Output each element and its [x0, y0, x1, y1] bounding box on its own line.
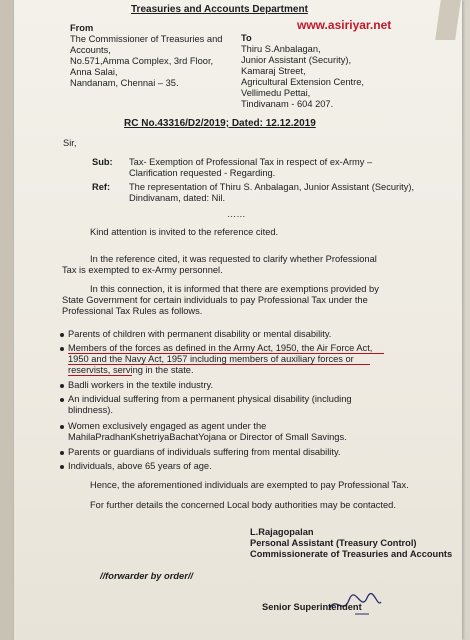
- to-line: Tindivanam - 604 207.: [241, 99, 334, 109]
- paragraph-2-line: In the reference cited, it was requested to clarify whether Professional: [90, 254, 377, 264]
- list-item: MahilaPradhanKshetriyaBachatYojana or Director of Small Savings.: [68, 432, 347, 442]
- list-item: Women exclusively engaged as agent under the: [68, 421, 267, 431]
- page-left-edge: [0, 0, 14, 640]
- to-line: Kamaraj Street,: [241, 66, 306, 76]
- bullet-dot: [60, 347, 64, 351]
- bullet-dot: [60, 384, 64, 388]
- bullet-dot: [60, 333, 64, 337]
- list-item: Parents or guardians of individuals suffering from mental disability.: [68, 447, 341, 457]
- bullet-dot: [60, 465, 64, 469]
- to-label: To: [241, 33, 252, 43]
- from-line: The Commissioner of Treasuries and: [70, 34, 223, 44]
- forwarder-note: //forwarder by order//: [100, 571, 193, 581]
- list-item: Badli workers in the textile industry.: [68, 380, 214, 390]
- from-line: Nandanam, Chennai – 35.: [70, 78, 179, 88]
- list-item: Individuals, above 65 years of age.: [68, 461, 212, 471]
- sub-line: Clarification requested - Regarding.: [129, 168, 276, 178]
- reference-number: RC No.43316/D2/2019; Dated: 12.12.2019: [124, 118, 316, 129]
- paragraph-3-line: In this connection, it is informed that there are exemptions provided by: [90, 284, 379, 294]
- bullet-dot: [60, 451, 64, 455]
- pen-underline: [68, 353, 384, 354]
- paragraph-4: Hence, the aforementioned individuals are exempted to pay Professional Tax.: [90, 480, 409, 490]
- sub-line: Tax- Exemption of Professional Tax in respect of ex-Army –: [129, 157, 373, 167]
- bullet-dot: [60, 398, 64, 402]
- pen-underline: [68, 364, 370, 365]
- paragraph-2-line: Tax is exempted to ex-Army personnel.: [62, 265, 223, 275]
- signatory-office: Commissionerate of Treasuries and Accounts: [250, 549, 453, 559]
- pen-underline: [68, 375, 132, 376]
- signatory-name: L.Rajagopalan: [250, 527, 314, 537]
- to-line: Agricultural Extension Centre,: [241, 77, 364, 87]
- salutation: Sir,: [63, 138, 77, 148]
- ref-line: The representation of Thiru S. Anbalagan, Junior Assistant (Security),: [129, 182, 415, 192]
- list-item: Members of the forces as defined in the Army Act, 1950, the Air Force Act,: [68, 343, 373, 353]
- sub-label: Sub:: [92, 157, 113, 167]
- senior-superintendent: Senior Superintendent: [262, 602, 362, 612]
- to-line: Thiru S.Anbalagan,: [241, 44, 321, 54]
- list-item: blindness).: [68, 405, 113, 415]
- bullet-dot: [60, 425, 64, 429]
- list-item: An individual suffering from a permanent physical disability (including: [68, 394, 352, 404]
- department-heading: Treasuries and Accounts Department: [131, 4, 308, 15]
- list-item: Parents of children with permanent disability or mental disability.: [68, 329, 332, 339]
- list-item: reservists, serving in the state.: [68, 365, 194, 375]
- to-line: Junior Assistant (Security),: [241, 55, 352, 65]
- website-watermark: www.asiriyar.net: [297, 18, 392, 32]
- to-line: Vellimedu Pettai,: [241, 88, 311, 98]
- ref-line: Dindivanam, dated: Nil.: [129, 193, 226, 203]
- from-line: Accounts,: [70, 45, 111, 55]
- separator-dots: ……: [227, 209, 246, 219]
- paragraph-3-line: State Government for certain individuals to pay Professional Tax under the: [62, 295, 368, 305]
- from-line: Anna Salai,: [70, 67, 118, 77]
- from-line: No.571,Amma Complex, 3rd Floor,: [70, 56, 214, 66]
- signatory-designation: Personal Assistant (Treasury Control): [250, 538, 417, 548]
- from-label: From: [70, 23, 94, 33]
- ref-label: Ref:: [92, 182, 111, 192]
- paragraph-5: For further details the concerned Local body authorities may be contacted.: [90, 500, 396, 510]
- paragraph-3-line: Professional Tax Rules as follows.: [62, 306, 203, 316]
- paragraph-1: Kind attention is invited to the reference cited.: [90, 227, 279, 237]
- list-item: 1950 and the Navy Act, 1957 including members of auxiliary forces or: [68, 354, 354, 364]
